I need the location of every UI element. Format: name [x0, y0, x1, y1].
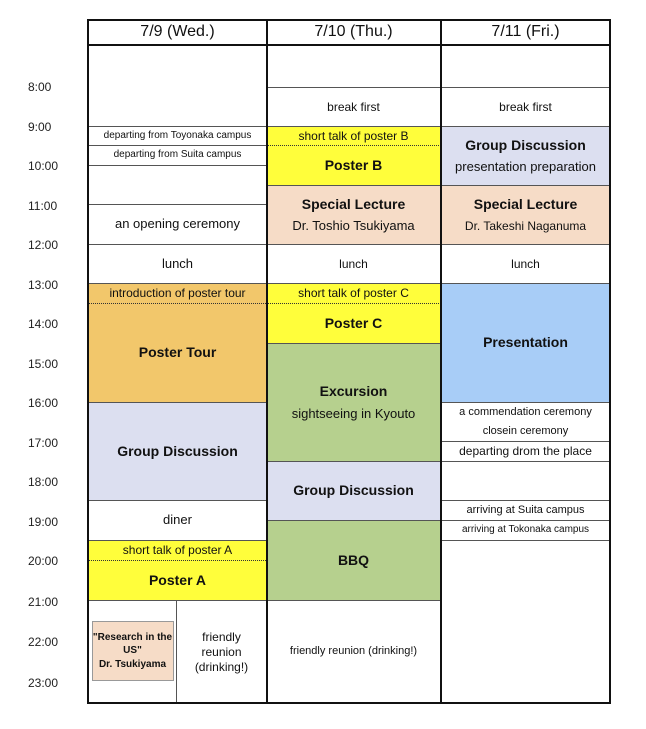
- schedule-item: arriving at Suita campus: [441, 501, 610, 521]
- time-label: 15:00: [28, 357, 59, 371]
- time-label: 13:00: [28, 278, 59, 292]
- research-title: "Research in the US": [92, 631, 173, 657]
- schedule-item: lunch: [266, 245, 441, 284]
- schedule-block: Group Discussion: [89, 403, 266, 501]
- schedule-item: short talk of poster C: [266, 284, 441, 304]
- schedule-item: lunch: [441, 245, 610, 284]
- schedule-item: a commendation ceremony: [459, 406, 592, 419]
- schedule-block: Poster A: [89, 561, 266, 601]
- schedule-item: lunch: [89, 245, 266, 284]
- time-label: 9:00: [28, 120, 52, 134]
- excursion-detail: sightseeing in Kyouto: [291, 405, 416, 421]
- time-label: 10:00: [28, 159, 59, 173]
- time-label: 11:00: [28, 199, 58, 213]
- schedule-item: short talk of poster B: [266, 127, 441, 146]
- schedule-block: Poster B: [266, 146, 441, 186]
- schedule-item: diner: [89, 501, 266, 541]
- schedule-block: BBQ: [266, 521, 441, 601]
- time-label: 14:00: [28, 317, 59, 331]
- time-label: 16:00: [28, 396, 59, 410]
- schedule-item: arriving at Tokonaka campus: [441, 521, 610, 541]
- gd-detail: presentation preparation: [455, 159, 596, 175]
- schedule-item: departing drom the place: [441, 442, 610, 462]
- time-label: 8:00: [28, 80, 52, 94]
- schedule-block: Presentation: [441, 284, 610, 403]
- schedule-item: introduction of poster tour: [89, 284, 266, 304]
- schedule-block: Poster Tour: [89, 304, 266, 403]
- schedule-item: departing from Toyonaka campus: [89, 127, 266, 146]
- schedule-block: Poster C: [266, 304, 441, 344]
- time-label: 20:00: [28, 554, 59, 568]
- time-label: 23:00: [28, 676, 59, 690]
- schedule-item: break first: [441, 88, 610, 127]
- schedule-item: departing from Suita campus: [89, 146, 266, 166]
- research-speaker: Dr. Tsukiyama: [98, 658, 167, 670]
- time-label: 22:00: [28, 635, 59, 649]
- day-header: 7/10 (Thu.): [266, 19, 441, 46]
- time-label: 21:00: [28, 595, 59, 609]
- schedule-block: Group Discussion: [266, 462, 441, 521]
- schedule-frame: [87, 19, 611, 704]
- lecturer-name: Dr. Toshio Tsukiyama: [292, 218, 415, 234]
- lecture-title: Special Lecture: [473, 196, 578, 213]
- lecturer-name: Dr. Takeshi Naganuma: [464, 218, 587, 233]
- schedule-item: friendly reunion (drinking!): [289, 645, 418, 658]
- schedule-item: short talk of poster A: [89, 541, 266, 561]
- day-header: 7/9 (Wed.): [89, 19, 266, 46]
- schedule-item: friendly reunion (drinking!): [194, 629, 249, 674]
- schedule-item: an opening ceremony: [89, 205, 266, 245]
- day-header: 7/11 (Fri.): [441, 19, 610, 46]
- time-label: 18:00: [28, 475, 59, 489]
- excursion-title: Excursion: [319, 383, 388, 400]
- time-label: 17:00: [28, 436, 59, 450]
- time-label: 12:00: [28, 238, 59, 252]
- schedule-item: break first: [266, 88, 441, 127]
- schedule-item: closein ceremony: [441, 423, 610, 442]
- gd-title: Group Discussion: [465, 136, 586, 153]
- time-label: 19:00: [28, 515, 59, 529]
- lecture-title: Special Lecture: [301, 195, 406, 212]
